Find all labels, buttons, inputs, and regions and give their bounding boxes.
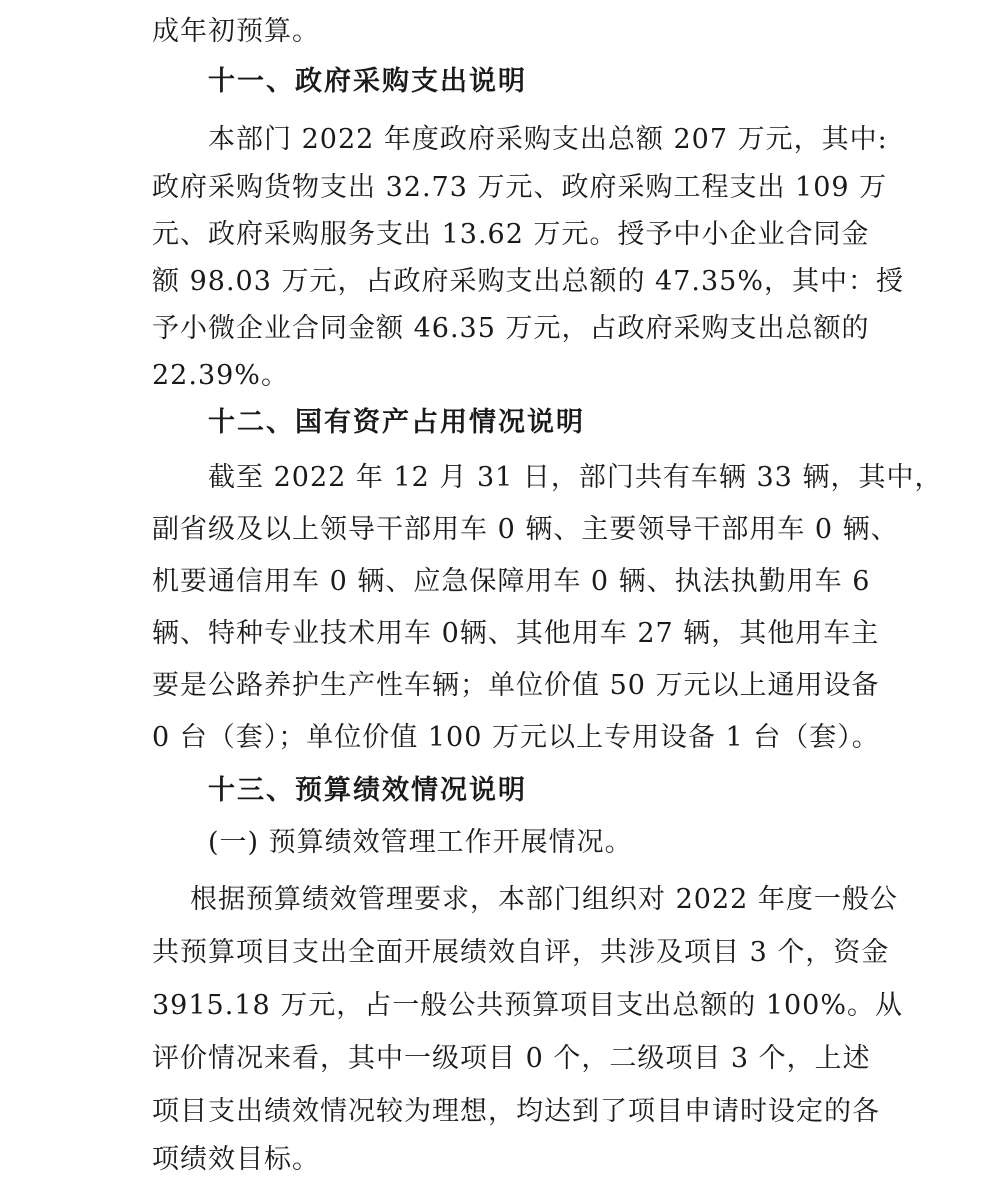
- text-line: 辆、特种专业技术用车 0辆、其他用车 27 辆，其他用车主: [152, 618, 880, 649]
- section-heading-11: 十一、政府采购支出说明: [208, 66, 527, 97]
- text-line: 机要通信用车 0 辆、应急保障用车 0 辆、执法执勤用车 6: [152, 566, 871, 597]
- subsection-heading: (一) 预算绩效管理工作开展情况。: [208, 827, 633, 858]
- text-line: 22.39%。: [152, 360, 289, 391]
- text-line: 要是公路养护生产性车辆；单位价值 50 万元以上通用设备: [152, 670, 880, 701]
- section-heading-13: 十三、预算绩效情况说明: [208, 775, 527, 806]
- text-line: 本部门 2022 年度政府采购支出总额 207 万元，其中:: [208, 124, 888, 155]
- text-line: 副省级及以上领导干部用车 0 辆、主要领导干部用车 0 辆、: [152, 514, 899, 545]
- text-line: 成年初预算。: [152, 16, 320, 47]
- section-heading-12: 十二、国有资产占用情况说明: [208, 407, 585, 438]
- text-line: 予小微企业合同金额 46.35 万元，占政府采购支出总额的: [152, 313, 870, 344]
- text-line: 项目支出绩效情况较为理想，均达到了项目申请时设定的各: [152, 1096, 880, 1127]
- text-line: 政府采购货物支出 32.73 万元、政府采购工程支出 109 万: [152, 172, 888, 203]
- text-line: 截至 2022 年 12 月 31 日，部门共有车辆 33 辆，其中，: [208, 462, 943, 493]
- text-line: 元、政府采购服务支出 13.62 万元。授予中小企业合同金: [152, 219, 870, 250]
- text-line: 共预算项目支出全面开展绩效自评，共涉及项目 3 个，资金: [152, 937, 890, 968]
- text-line: 项绩效目标。: [152, 1144, 320, 1175]
- text-line: 根据预算绩效管理要求，本部门组织对 2022 年度一般公: [190, 884, 898, 915]
- text-line: 3915.18 万元，占一般公共预算项目支出总额的 100%。从: [152, 990, 904, 1021]
- text-line: 额 98.03 万元，占政府采购支出总额的 47.35%，其中：授: [152, 266, 904, 297]
- text-line: 0 台（套）；单位价值 100 万元以上专用设备 1 台（套）。: [152, 722, 880, 753]
- text-line: 评价情况来看，其中一级项目 0 个，二级项目 3 个，上述: [152, 1043, 871, 1074]
